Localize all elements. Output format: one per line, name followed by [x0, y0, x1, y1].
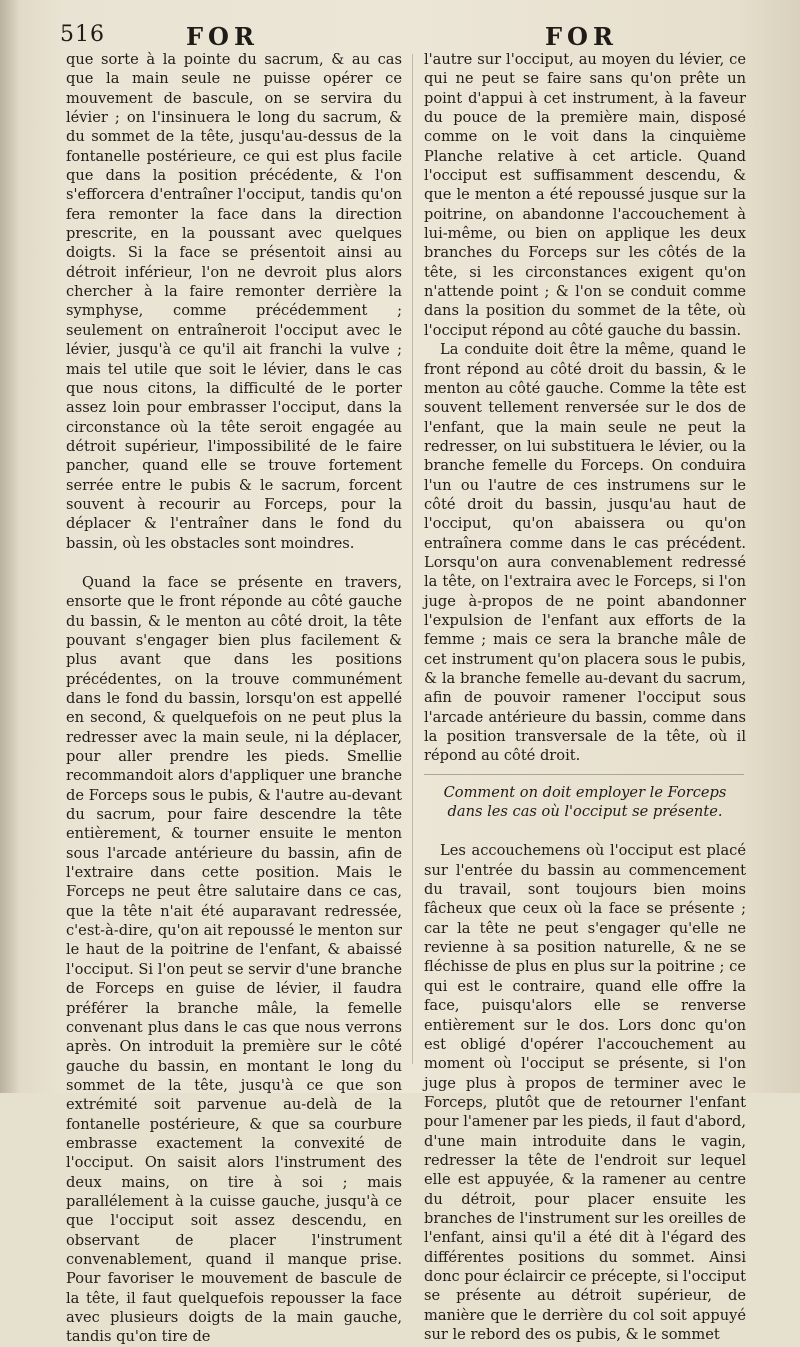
right-paragraph-3: Les accouchemens où l'occiput est placé sur l'entrée du bassin au commencement du travail, sont toujours bien moins fâcheux que ceux où la face se présente ; car la tête ne peut s'engager qu'elle ne revienne à sa position naturelle, & ne se fléchisse de plus en plus sur la poitrine ; ce qui est le contraire, quand elle offre la face, puisqu'alors elle se renverse entièrement sur le dos. Lors donc qu'on est obligé d'opérer l'accouchement au moment où l'occiput se présente, si l'on juge plus à propos de terminer avec le Forceps, plutôt que de retourner l'enfant pour l'amener par les pieds, il faut d'abord, d'une main introduite dans le vagin, redresser la tête de l'endroit sur lequel elle est appuyée, & la ramener au centre du détroit, pour placer ensuite les branches de l'instrument sur les oreilles de l'enfant, ainsi qu'il a été dit à l'égard des différentes positions du sommet. Ainsi donc pour éclaircir ce précepte, si l'occiput se présente au détroit supérieur, de manière que le derrière du col soit appuyé sur le rebord des os pubis, & le sommet — [424, 842, 746, 1343]
page-gutter-shadow — [0, 0, 20, 1093]
column-divider — [412, 54, 413, 1064]
left-column — [66, 50, 402, 1347]
right-column — [424, 50, 746, 1344]
left-paragraph-1: que sorte à la pointe du sacrum, & au cas que la main seule ne puisse opérer ce mouvement de bascule, on se servira du lévier ; on l'insinuera le long du sacrum, & du sommet de la tête, jusqu'au-dessus de la fontanelle postérieure, ce qui est plus facile que dans la position précédente, & l'on s'efforcera d'entraîner l'occiput, tandis qu'on fera remonter la face dans la direction prescrite, en la poussant avec quelques doigts. Si la face se présentoit ainsi au détroit inférieur, l'on ne devroit plus alors chercher à la faire remonter derrière la symphyse, comme précédemment ; seulement on entraîneroit l'occiput avec le lévier, jusqu'à ce qu'il ait franchi la vulve ; mais tel utile que soit le lévier, dans le cas que nous citons, la difficulté de le porter assez loin pour embrasser l'occiput, dans la circonstance où la tête seroit engagée au détroit supérieur, l'impossibilité de le faire pancher, quand elle se trouve fortement serrée entre le pubis & le sacrum, forcent souvent à recourir au Forceps, pour la déplacer & l'entraîner dans le fond du bassin, où les obstacles sont moindres. — [66, 51, 402, 552]
section-rule — [424, 774, 744, 775]
left-paragraph-2: Quand la face se présente en travers, ensorte que le front réponde au côté gauche du bassin, & le menton au côté droit, la tête pouvant s'engager bien plus facilement & plus avant que dans les positions précédentes, on la trouve communément dans le fond du bassin, lorsqu'on est appellé en second, & quelquefois on ne peut plus la redresser avec la main seule, ni la déplacer, pour aller prendre les pieds. Smellie recommandoit alors d'appliquer une branche de Forceps sous le pubis, & l'autre au-devant du sacrum, pour faire descendre la tête entièrement, & tourner ensuite le menton sous l'arcade antérieure du bassin, afin de l'extraire dans cette position. Mais le Forceps ne peut être salutaire dans ce cas, que la tête n'ait été auparavant redressée, c'est-à-dire, qu'on ait repoussé le menton sur le haut de la poitrine de l'enfant, & abaissé l'occiput. Si l'on peut se servir d'une branche de Forceps en guise de lévier, il faudra préférer la branche mâle, la femelle convenant plus dans le cas que nous verrons après. On introduit la première sur le côté gauche du bassin, en montant le long du sommet de la tête, jusqu'à ce que son extrémité soit parvenue au-delà de la fontanelle postérieure, & que sa courbure embrasse exactement la convexité de l'occiput. On saisit alors l'instrument des deux mains, on tire à soi ; mais parallélement à la cuisse gauche, jusqu'à ce que l'occiput soit assez descendu, en observant de placer l'instrument convenablement, quand il manque prise. Pour favoriser le mouvement de bascule de la tête, il faut quelquefois repousser la face avec plusieurs doigts de la main gauche, tandis qu'on tire de — [66, 573, 402, 1346]
right-paragraph-1: l'autre sur l'occiput, au moyen du lévier, ce qui ne peut se faire sans qu'on prête un point d'appui à cet instrument, à la faveur du pouce de la première main, disposé comme on le voit dans la cinquième Planche relative à cet article. Quand l'occiput est suffisamment descendu, & que le menton a été repoussé jusque sur la poitrine, on abandonne l'accouchement à lui-même, ou bien on applique les deux branches du Forceps sur les côtés de la tête, si les circonstances exigent qu'on n'attende point ; & l'on se conduit comme dans la position du sommet de la tête, où l'occiput répond au côté gauche du bassin. — [424, 51, 746, 339]
page-header — [0, 22, 800, 52]
right-paragraph-2: La conduite doit être la même, quand le front répond au côté droit du bassin, & le menton au côté gauche. Comme la tête est souvent tellement renversée sur le dos de l'enfant, que la main seule ne peut la redresser, on lui substituera le lévier, ou la branche femelle du Forceps. On conduira l'un ou l'autre de ces instrumens sur le côté droit du bassin, jusqu'au haut de l'occiput, qu'on abaissera ou qu'on entraînera comme dans le cas précédent. Lorsqu'on aura convenablement redressé la tête, on l'extraira avec le Forceps, si l'on juge à-propos de ne point abandonner l'expulsion de l'enfant aux efforts de la femme ; mais ce sera la branche mâle de cet instrument qu'on placera sous le pubis, & la branche femelle au-devant du sacrum, afin de pouvoir ramener l'occiput sous l'arcade antérieure du bassin, comme dans la position transversale de la tête, où il répond au côté droit. — [424, 341, 746, 765]
section-heading: Comment on doit employer le Forceps dans les cas où l'occiput se présente. — [443, 783, 727, 821]
running-head-left: FOR — [186, 22, 259, 51]
page-number: 516 — [60, 22, 105, 47]
running-head-right: FOR — [545, 22, 618, 51]
